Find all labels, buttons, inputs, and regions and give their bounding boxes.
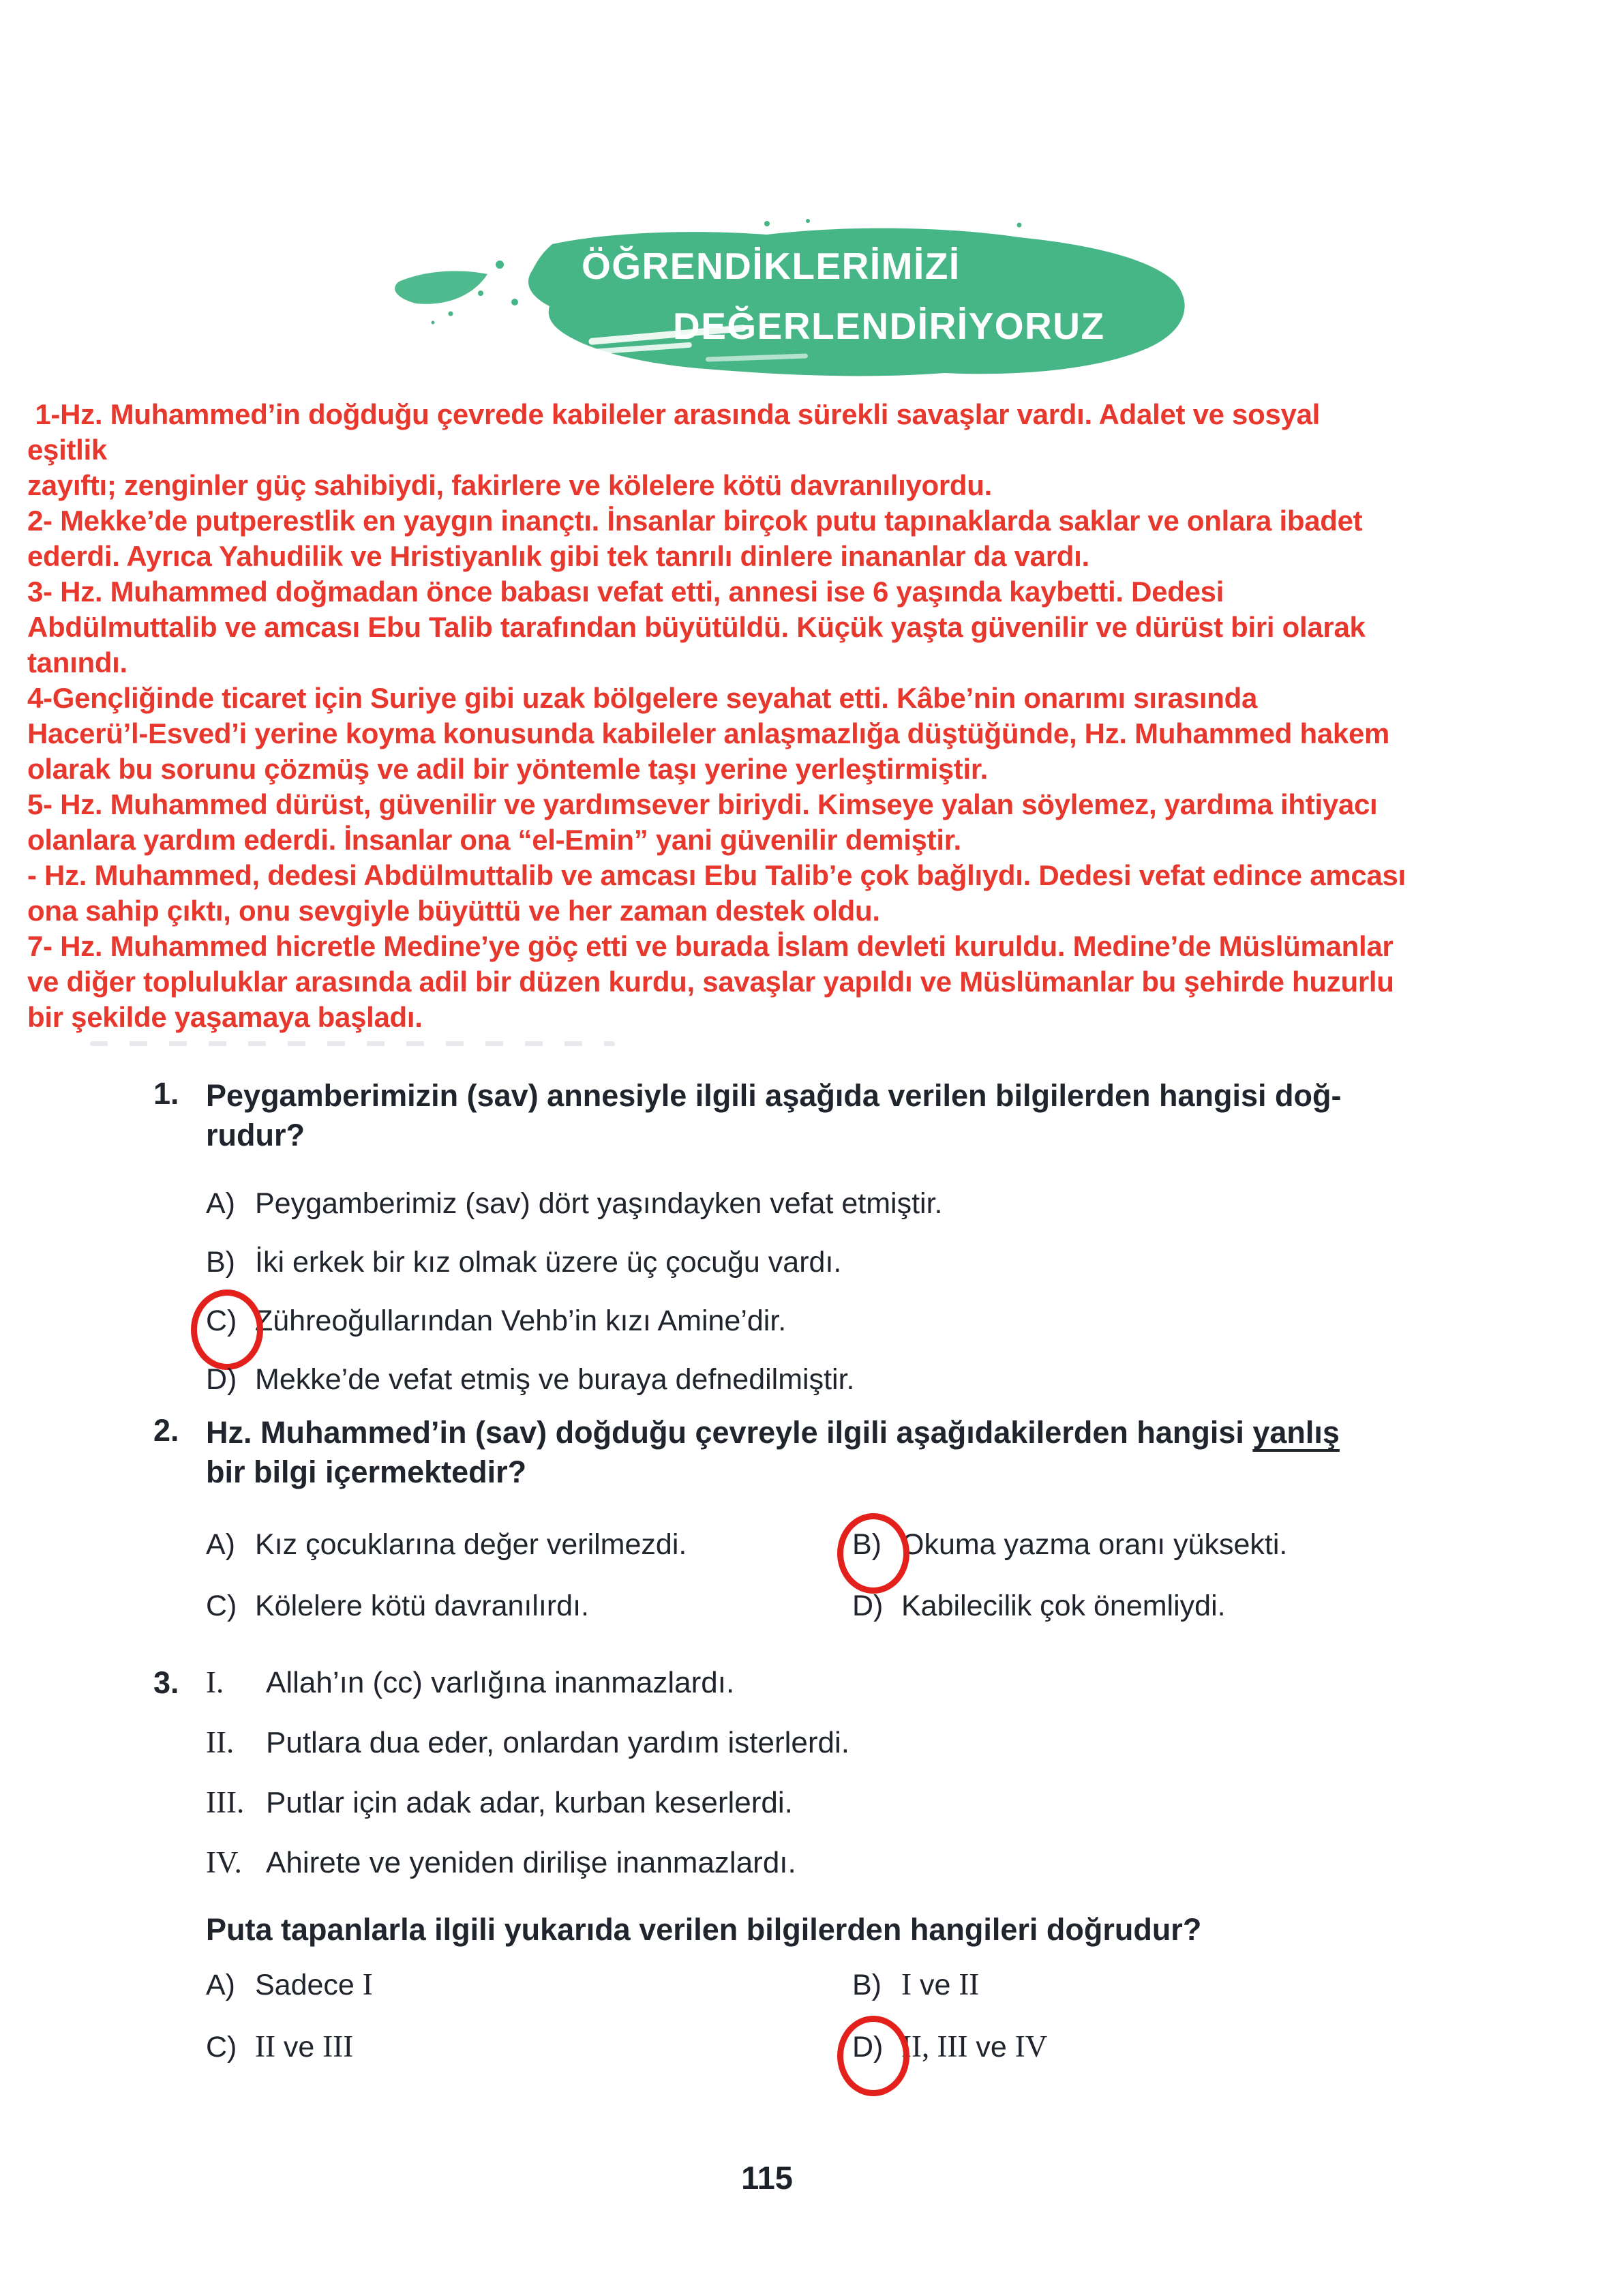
q3-option-A-letter: A) <box>206 1969 235 2001</box>
question-1-number: 1. <box>153 1076 179 1111</box>
roman-numeral: II <box>959 1967 980 2001</box>
q2-option-A-text: Kız çocuklarına değer verilmezdi. <box>255 1528 687 1561</box>
q2-option-A-letter-wrap <box>206 1527 255 1562</box>
option-word: ve <box>912 1969 959 2001</box>
q3-item-text: Putlara dua eder, onlardan yardım isterlerdi. <box>266 1726 850 1759</box>
q3-option-B-letter-wrap <box>852 1968 901 2002</box>
q3-option-B-text <box>901 1967 979 2002</box>
q3-option-C-text <box>255 2029 353 2064</box>
q1-option-D-text: Mekke’de vefat etmiş ve buraya defnedilmiştir. <box>255 1363 855 1396</box>
q1-option-A-letter: A) <box>206 1187 235 1220</box>
note-line-18: bir şekilde yaşamaya başladı. <box>27 1001 423 1033</box>
underlined-word: yanlış <box>1252 1415 1340 1450</box>
q2-option-D-text: Kabilecilik çok önemliydi. <box>901 1590 1226 1622</box>
question-2-stem-line2: bir bilgi içermektedir? <box>206 1455 527 1489</box>
roman-numeral: III <box>322 2029 354 2063</box>
q3-item-2 <box>206 1725 1524 1760</box>
question-3-options <box>206 1967 1524 2064</box>
q3-option-C-letter-wrap <box>206 2030 255 2064</box>
q1-option-D <box>206 1362 1517 1397</box>
note-line-5: ederdi. Ayrıca Yahudilik ve Hristiyanlık gibi tek tanrılı dinlere inananlar da vardı. <box>27 540 1089 572</box>
note-line-8: tanındı. <box>27 646 127 679</box>
option-word: ve <box>275 2031 323 2063</box>
question-2-stem-line1: Hz. Muhammed’in (sav) doğduğu çevreyle ilgili aşağıdakilerden hangisi yanlış <box>206 1415 1340 1450</box>
q3-item-numeral: IV. <box>206 1845 242 1879</box>
roman-numeral: I <box>362 1967 373 2001</box>
q1-option-C-text: Zühreoğullarından Vehb’in kızı Amine’dir. <box>255 1304 787 1337</box>
option-word: Sadece <box>255 1969 363 2001</box>
q3-item-1 <box>206 1665 1524 1700</box>
q3-option-C-letter: C) <box>206 2031 237 2063</box>
q1-option-B-letter-wrap <box>206 1245 255 1279</box>
note-line-11: olarak bu sorunu çözmüş ve adil bir yöntemle taşı yerine yerleştirmiştir. <box>27 753 988 785</box>
q3-item-numeral: III. <box>206 1785 245 1819</box>
note-line-15: ona sahip çıktı, onu sevgiyle büyüttü ve her zaman destek oldu. <box>27 895 880 927</box>
summary-notes <box>27 397 1610 1035</box>
note-line-2: eşitlik <box>27 434 107 466</box>
q1-option-B-text: İki erkek bir kız olmak üzere üç çocuğu vardı. <box>255 1246 842 1279</box>
q3-option-D <box>852 2029 1524 2064</box>
q3-option-D-letter-wrap <box>852 2030 901 2064</box>
q3-item-4 <box>206 1845 1524 1880</box>
q3-option-A <box>206 1967 852 2002</box>
q2-option-C <box>206 1589 852 1623</box>
q1-option-C-letter-wrap <box>206 1304 255 1338</box>
q2-option-B-text: Okuma yazma oranı yüksekti. <box>901 1528 1288 1561</box>
roman-numeral: I <box>901 1967 912 2001</box>
q3-option-C <box>206 2029 852 2064</box>
q2-option-D-letter-wrap <box>852 1589 901 1623</box>
q2-option-A <box>206 1527 852 1562</box>
question-1 <box>153 1076 1517 1421</box>
question-1-options <box>206 1187 1517 1397</box>
note-line-4: 2- Mekke’de putperestlik en yaygın inançtı. İnsanlar birçok putu tapınaklarda saklar ve onlara ibadet <box>27 505 1363 537</box>
q3-option-D-text <box>901 2029 1047 2064</box>
roman-numeral: II, III <box>901 2029 968 2063</box>
question-3-number: 3. <box>153 1665 179 1700</box>
section-banner <box>385 217 1214 386</box>
q2-option-D-letter: D) <box>852 1590 884 1622</box>
q2-option-C-text: Kölelere kötü davranılırdı. <box>255 1590 589 1622</box>
q1-option-B-letter: B) <box>206 1246 235 1279</box>
q3-option-B <box>852 1967 1524 2002</box>
q1-option-A-text: Peygamberimiz (sav) dört yaşındayken vefat etmiştir. <box>255 1187 943 1220</box>
q3-option-B-letter: B) <box>852 1969 882 2001</box>
q2-option-B-letter-wrap <box>852 1527 901 1562</box>
q2-option-C-letter-wrap <box>206 1589 255 1623</box>
roman-numeral: II <box>255 2029 275 2063</box>
note-line-12: 5- Hz. Muhammed dürüst, güvenilir ve yardımsever biriydi. Kimseye yalan söylemez, yardıma ihtiyacı <box>27 788 1378 820</box>
answer-circle-mark <box>837 1513 909 1594</box>
question-3 <box>153 1665 1524 2064</box>
q3-option-A-letter-wrap <box>206 1968 255 2002</box>
question-2-number: 2. <box>153 1413 179 1448</box>
q3-option-A-text <box>255 1967 373 2002</box>
answer-circle-mark <box>191 1289 263 1370</box>
question-3-roman-items <box>206 1665 1524 1880</box>
q3-item-text: Putlar için adak adar, kurban keserlerdi. <box>266 1786 793 1819</box>
banner-title-line1: ÖĞRENDİKLERİMİZİ <box>582 245 961 287</box>
q1-option-C <box>206 1304 1517 1338</box>
note-line-14: - Hz. Muhammed, dedesi Abdülmuttalib ve amcası Ebu Talib’e çok bağlıydı. Dedesi vefat edince amcası <box>27 859 1406 891</box>
option-word: ve <box>967 2031 1015 2063</box>
q3-item-text: Allah’ın (cc) varlığına inanmazlardı. <box>266 1666 735 1699</box>
note-line-7: Abdülmuttalib ve amcası Ebu Talib tarafından büyütüldü. Küçük yaşta güvenilir ve dürüst biri olarak <box>27 611 1366 643</box>
note-line-1: 1-Hz. Muhammed’in doğduğu çevrede kabileler arasında sürekli savaşlar vardı. Adalet ve sosyal <box>27 398 1321 430</box>
note-line-3: zayıftı; zenginler güç sahibiydi, fakirlere ve kölelere kötü davranılıyordu. <box>27 469 992 501</box>
banner-title-line2: DEĞERLENDİRİYORUZ <box>673 305 1105 347</box>
q1-option-B <box>206 1245 1517 1279</box>
q1-option-C-letter: C) <box>206 1304 237 1337</box>
note-line-17: ve diğer topluluklar arasında adil bir düzen kurdu, savaşlar yapıldı ve Müslümanlar bu şehirde huzurlu <box>27 966 1394 998</box>
brush-stroke-graphic <box>385 217 1214 386</box>
q1-option-D-letter: D) <box>206 1363 237 1396</box>
question-1-stem-line1: Peygamberimizin (sav) annesiyle ilgili aşağıda verilen bilgilerden hangisi doğ- <box>206 1078 1342 1113</box>
note-line-9: 4-Gençliğinde ticaret için Suriye gibi uzak bölgelere seyahat etti. Kâbe’nin onarımı sırasında <box>27 682 1258 714</box>
q1-option-A-letter-wrap <box>206 1187 255 1221</box>
q3-option-D-letter: D) <box>852 2031 884 2063</box>
q3-item-numeral: II. <box>206 1725 235 1759</box>
note-line-10: Hacerü’l-Esved’i yerine koyma konusunda kabileler anlaşmazlığa düştüğünde, Hz. Muhammed hakem <box>27 717 1390 749</box>
q3-item-3 <box>206 1785 1524 1820</box>
q2-option-C-letter: C) <box>206 1590 237 1622</box>
q1-option-D-letter-wrap <box>206 1362 255 1397</box>
q2-option-B-letter: B) <box>852 1528 882 1561</box>
q3-item-text: Ahirete ve yeniden dirilişe inanmazlardı. <box>266 1846 796 1879</box>
question-1-stem-line2: rudur? <box>206 1118 305 1152</box>
note-line-6: 3- Hz. Muhammed doğmadan önce babası vefat etti, annesi ise 6 yaşında kaybetti. Dedesi <box>27 576 1224 608</box>
question-2 <box>153 1413 1524 1623</box>
q1-option-A <box>206 1187 1517 1221</box>
question-3-stem: Puta tapanlarla ilgili yukarıda verilen bilgilerden hangileri doğrudur? <box>206 1912 1202 1947</box>
q3-item-numeral: I. <box>206 1665 224 1699</box>
q2-option-A-letter: A) <box>206 1528 235 1561</box>
roman-numeral: IV <box>1014 2029 1048 2063</box>
q2-option-D <box>852 1589 1524 1623</box>
question-2-options <box>206 1527 1524 1623</box>
answer-circle-mark <box>837 2016 909 2096</box>
note-line-16: 7- Hz. Muhammed hicretle Medine’ye göç etti ve burada İslam devleti kuruldu. Medine’de Müslümanlar <box>27 930 1394 962</box>
q2-option-B <box>852 1527 1524 1562</box>
page-number: 115 <box>741 2160 793 2196</box>
faded-text-artifact <box>90 1041 615 1046</box>
note-line-13: olanlara yardım ederdi. İnsanlar ona “el-Emin” yani güvenilir demiştir. <box>27 824 961 856</box>
